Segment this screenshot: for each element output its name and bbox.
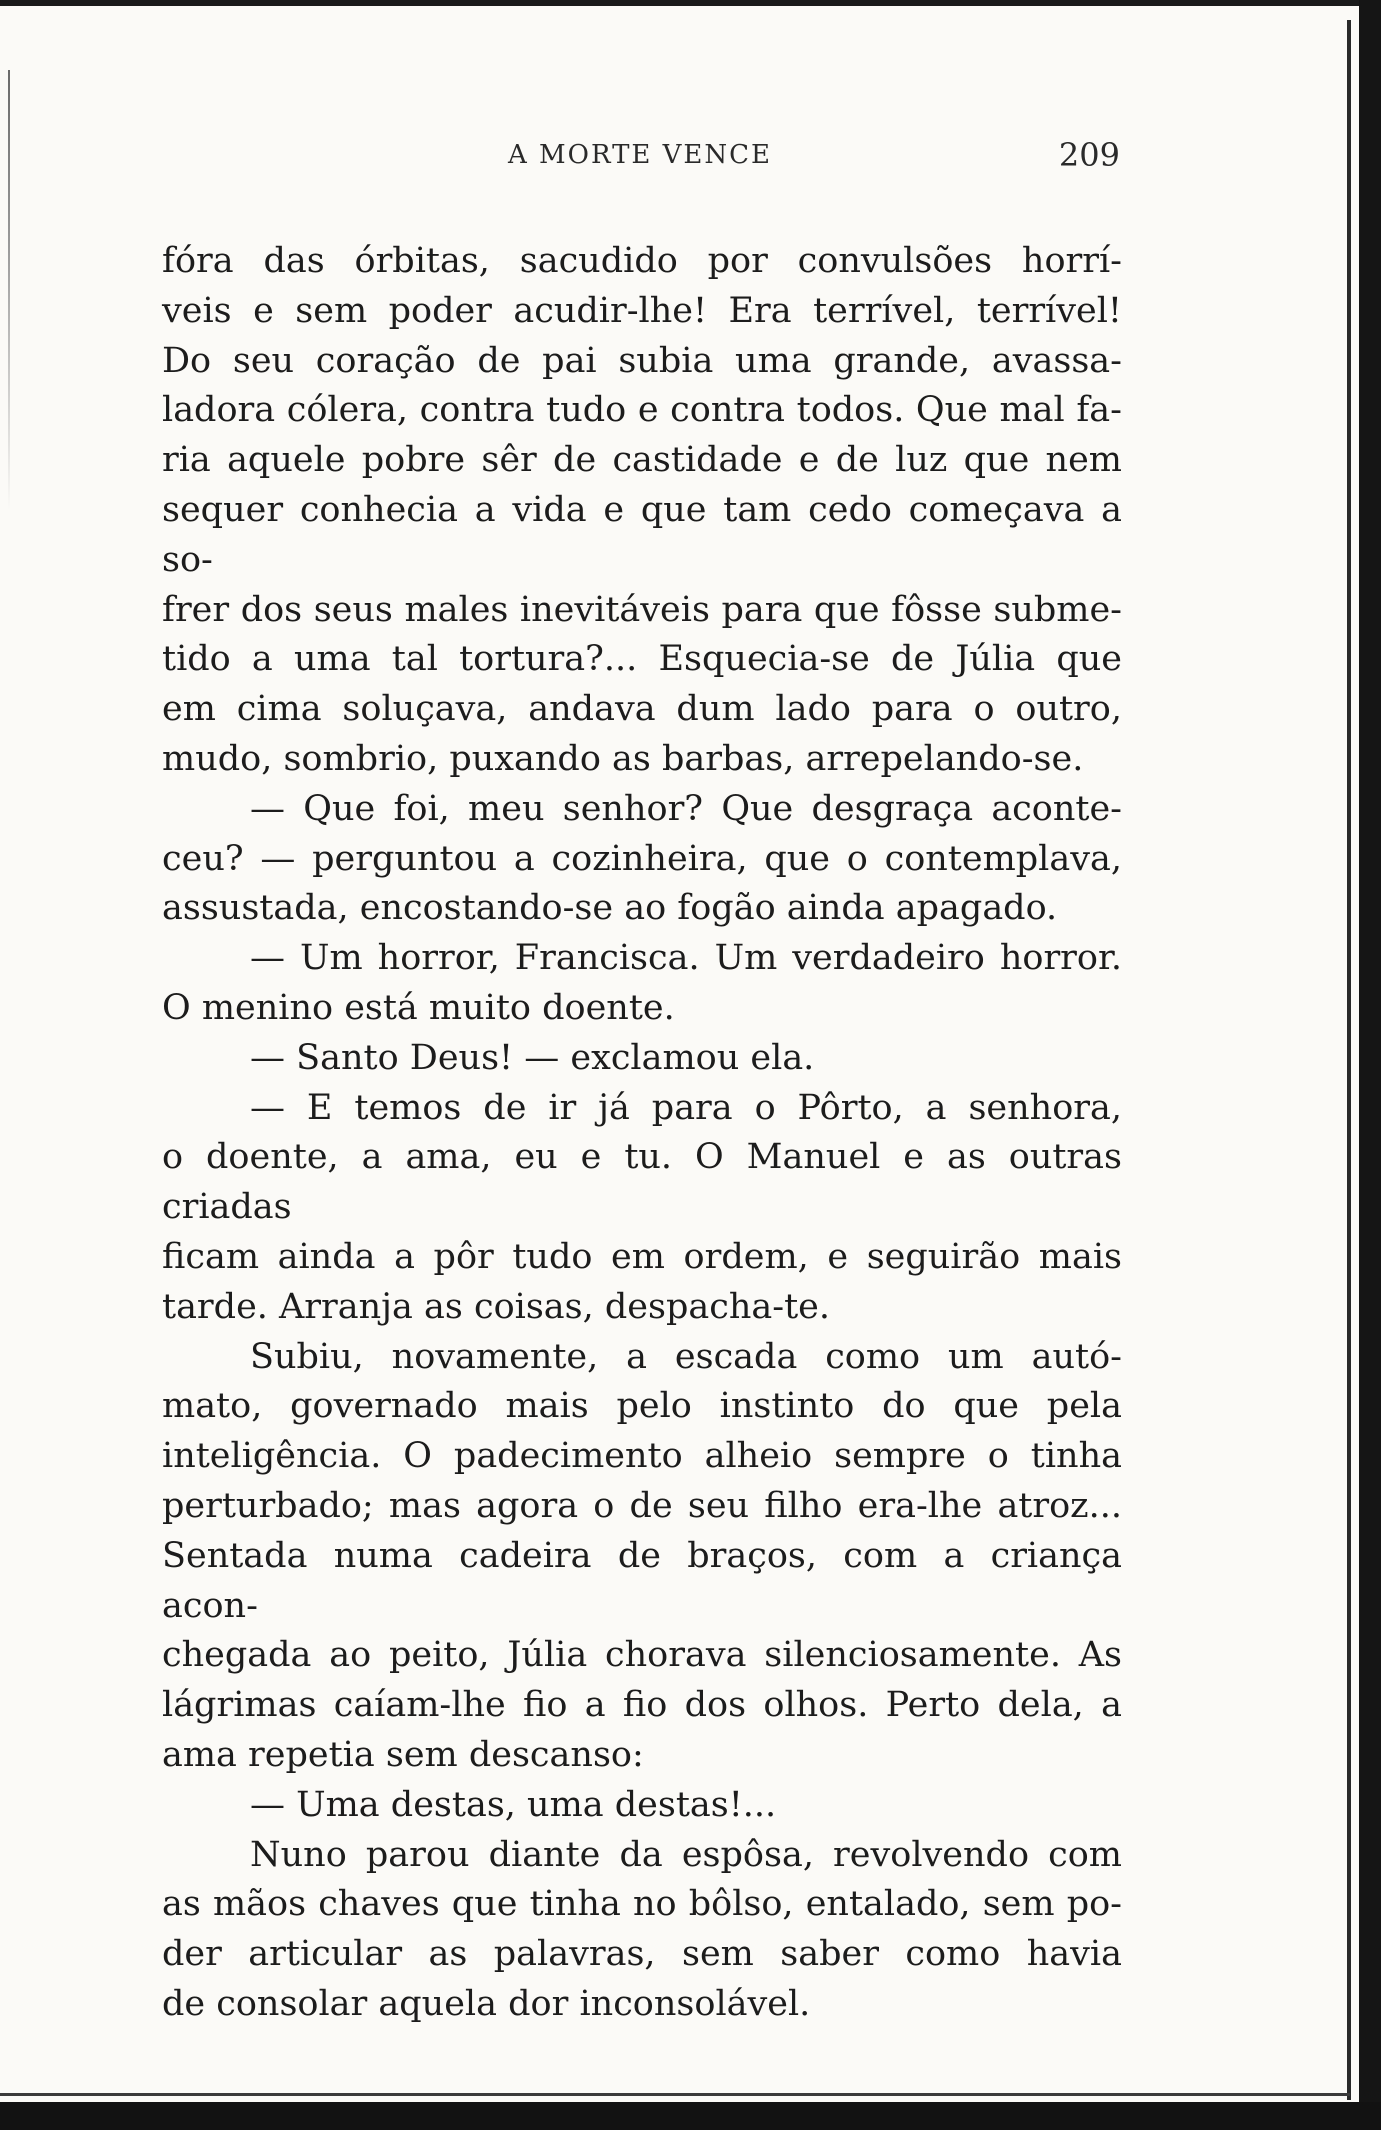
text-line: mato, governado mais pelo instinto do que pela [162,1386,1122,1427]
text-line: ama repetia sem descanso: [162,1734,644,1775]
body-text [162,237,1122,2030]
text-line: tarde. Arranja as coisas, despacha-te. [162,1286,830,1327]
bottom-line [0,2093,1350,2096]
text-line: inteligência. O padecimento alheio sempre o tinha [162,1436,1122,1477]
text-line: Sentada numa cadeira de braços, com a criança acon- [162,1535,1122,1626]
text-line: o doente, a ama, eu e tu. O Manuel e as outras criadas [162,1137,1122,1228]
paragraph [162,1781,1122,1831]
text-line: der articular as palavras, sem saber como havia [162,1934,1122,1975]
text-line: veis e sem poder acudir-lhe! Era terrível, terrível! [162,290,1122,331]
paragraph [162,237,1122,785]
paragraph [162,1034,1122,1084]
text-line: tido a uma tal tortura?... Esquecia-se de Júlia que [162,639,1122,680]
paragraph [162,1333,1122,1781]
text-line: — E temos de ir já para o Pôrto, a senhora, [250,1087,1122,1128]
text-line: — Uma destas, uma destas!... [250,1784,777,1825]
page-header [160,136,1120,180]
text-line: lágrimas caíam-lhe fio a fio dos olhos. Perto dela, a [162,1685,1122,1726]
text-line: chegada ao peito, Júlia chorava silenciosamente. As [162,1635,1122,1676]
text-line: ceu? — perguntou a cozinheira, que o contemplava, [162,838,1122,879]
scan-edge-right [1359,0,1381,2130]
paragraph [162,1084,1122,1333]
text-line: — Que foi, meu senhor? Que desgraça aconte- [250,788,1122,829]
page-number: 209 [1058,136,1120,174]
text-line: de consolar aquela dor inconsolável. [162,1983,811,2024]
text-line: perturbado; mas agora o de seu filho era-lhe atroz... [162,1485,1122,1526]
text-line: frer dos seus males inevitáveis para que fôsse subme- [162,589,1122,630]
paragraph [162,785,1122,934]
scan-edge-bottom [0,2102,1381,2130]
running-title: A MORTE VENCE [507,140,773,170]
scan-edge-left [8,70,10,510]
text-line: mudo, sombrio, puxando as barbas, arrepelando-se. [162,738,1084,779]
text-line: em cima soluçava, andava dum lado para o outro, [162,689,1122,730]
scan-edge-top [0,0,1381,6]
text-line: sequer conhecia a vida e que tam cedo começava a so- [162,489,1122,580]
text-line: ficam ainda a pôr tudo em ordem, e seguirão mais [162,1236,1122,1277]
text-line: Nuno parou diante da espôsa, revolvendo com [250,1834,1122,1875]
text-line: ladora cólera, contra tudo e contra todos. Que mal fa- [162,390,1122,431]
binding-line [1347,20,1351,2100]
text-line: fóra das órbitas, sacudido por convulsões horrí- [162,241,1122,281]
paragraph [162,1831,1122,2030]
text-line: as mãos chaves que tinha no bôlso, entalado, sem po- [162,1884,1122,1925]
text-line: O menino está muito doente. [162,987,675,1028]
text-line: — Um horror, Francisca. Um verdadeiro horror. [250,938,1122,979]
text-line: Do seu coração de pai subia uma grande, avassa- [162,340,1122,381]
text-line: assustada, encostando-se ao fogão ainda apagado. [162,888,1058,929]
text-line: ria aquele pobre sêr de castidade e de luz que nem [162,440,1122,481]
text-line: — Santo Deus! — exclamou ela. [250,1037,815,1078]
paragraph [162,934,1122,1034]
text-line: Subiu, novamente, a escada como um autó- [250,1336,1122,1377]
